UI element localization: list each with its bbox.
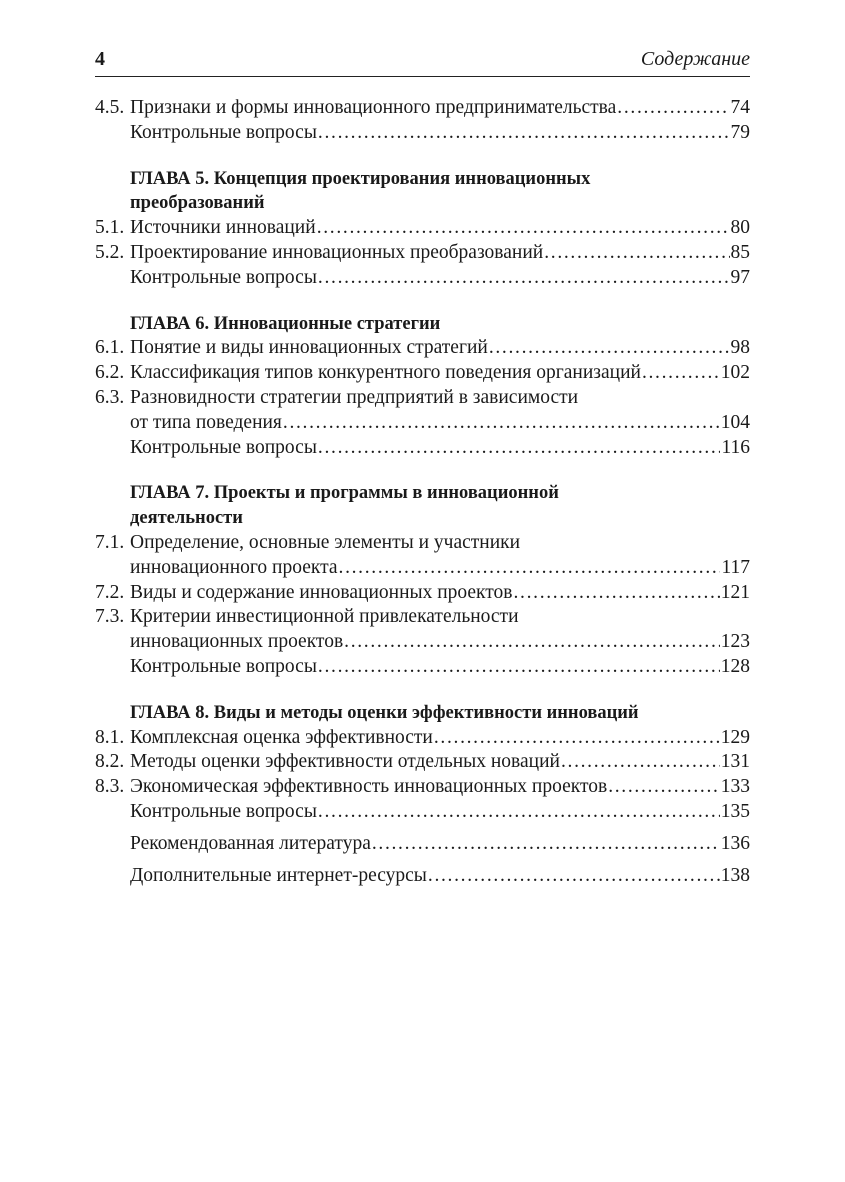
section-title: Виды и содержание инновационных проектов [130, 581, 513, 603]
page-header [95, 46, 750, 77]
toc-entry[interactable] [95, 96, 750, 121]
dot-leader [642, 361, 720, 386]
page-ref: 129 [720, 726, 750, 748]
toc-entry[interactable] [95, 800, 750, 825]
toc-entry-cont[interactable] [95, 556, 750, 581]
page-ref: 116 [721, 436, 750, 458]
page-ref: 85 [730, 241, 750, 263]
toc-entry[interactable] [95, 775, 750, 800]
page-ref: 121 [720, 581, 750, 603]
page-ref: 128 [720, 655, 750, 677]
page-ref: 74 [730, 97, 750, 118]
chapter-title: ГЛАВА 7. Проекты и программы в инновационной [130, 483, 559, 504]
section-title: Проектирование инновационных преобразований [130, 241, 544, 263]
chapter-heading-cont [95, 506, 750, 531]
toc-entry[interactable] [95, 605, 750, 630]
section-title: Классификация типов конкурентного поведения организаций [130, 362, 641, 384]
section-title: Понятие и виды инновационных стратегий [130, 337, 488, 359]
chapter-heading[interactable] [95, 701, 750, 726]
page-ref: 117 [721, 556, 750, 578]
chapter-heading[interactable] [95, 312, 750, 337]
section-title: Методы оценки эффективности отдельных новаций [130, 751, 560, 773]
dot-leader [561, 750, 720, 775]
section-title: Источники инноваций [130, 217, 316, 239]
dot-leader [372, 832, 720, 857]
section-title-line: Разновидности стратегии предприятий в зависимости [130, 386, 579, 408]
page-ref: 79 [730, 121, 750, 143]
section-number: 6.3. [95, 386, 125, 408]
page-ref: 131 [720, 751, 750, 773]
toc-entry[interactable] [95, 832, 750, 857]
dot-leader [514, 581, 720, 606]
toc-entry[interactable] [95, 750, 750, 775]
section-number: 7.2. [95, 581, 125, 603]
chapter-title: деятельности [130, 508, 243, 529]
toc-entry[interactable] [95, 266, 750, 291]
toc-entry[interactable] [95, 361, 750, 386]
section-title: Дополнительные интернет-ресурсы [130, 864, 427, 886]
section-title: Контрольные вопросы [130, 436, 317, 458]
section-title: Рекомендованная литература [130, 832, 371, 854]
toc-entry[interactable] [95, 216, 750, 241]
section-title: Контрольные вопросы [130, 121, 317, 143]
running-title: Содержание [640, 48, 750, 70]
dot-leader [489, 336, 730, 361]
section-title: инновационного проекта [130, 556, 338, 578]
chapter-title: ГЛАВА 5. Концепция проектирования инновационных [130, 168, 591, 189]
dot-leader [318, 655, 720, 680]
toc-entry[interactable] [95, 531, 750, 556]
chapter-title: ГЛАВА 6. Инновационные стратегии [130, 313, 441, 334]
page-ref: 98 [730, 337, 750, 359]
dot-leader [339, 556, 721, 581]
section-title: Комплексная оценка эффективности [130, 726, 433, 748]
section-number: 5.2. [95, 241, 125, 263]
section-number: 5.1. [95, 217, 125, 239]
toc-entry[interactable] [95, 726, 750, 751]
dot-leader [318, 121, 730, 146]
page-ref: 104 [720, 411, 750, 433]
toc-entry[interactable] [95, 121, 750, 146]
page-number: 4 [95, 48, 105, 70]
chapter-heading[interactable] [95, 481, 750, 506]
dot-leader [544, 241, 729, 266]
dot-leader [434, 726, 720, 751]
toc-entry[interactable] [95, 581, 750, 606]
section-title: Контрольные вопросы [130, 266, 317, 288]
toc-entry[interactable] [95, 436, 750, 461]
section-number: 6.2. [95, 362, 125, 384]
dot-leader [608, 775, 720, 800]
chapter-title: преобразований [130, 193, 265, 214]
toc-entry[interactable] [95, 336, 750, 361]
table-of-contents [95, 96, 750, 888]
section-title: Признаки и формы инновационного предпринимательства [130, 97, 617, 118]
toc-entry[interactable] [95, 241, 750, 266]
section-title: Контрольные вопросы [130, 655, 317, 677]
section-number: 8.3. [95, 776, 125, 798]
page-ref: 135 [720, 800, 750, 822]
section-title: Контрольные вопросы [130, 800, 317, 822]
section-title: Экономическая эффективность инновационных проектов [130, 776, 608, 798]
section-title-line: Определение, основные элементы и участники [130, 531, 521, 553]
section-number: 6.1. [95, 337, 125, 359]
dot-leader [344, 630, 720, 655]
page-ref: 123 [720, 631, 750, 653]
toc-entry[interactable] [95, 864, 750, 889]
toc-entry-cont[interactable] [95, 411, 750, 436]
section-number: 8.1. [95, 726, 125, 748]
chapter-heading[interactable] [95, 167, 750, 192]
page-ref: 138 [720, 864, 750, 886]
page-ref: 136 [720, 832, 750, 854]
section-number: 4.5. [95, 97, 125, 118]
chapter-title: ГЛАВА 8. Виды и методы оценки эффективности инноваций [130, 702, 639, 723]
page-ref: 80 [730, 217, 750, 239]
page-ref: 102 [720, 362, 750, 384]
dot-leader [318, 436, 721, 461]
dot-leader [283, 411, 720, 436]
dot-leader [318, 800, 720, 825]
dot-leader [318, 266, 730, 291]
page-ref: 97 [730, 266, 750, 288]
section-number: 7.1. [95, 531, 125, 553]
section-title: инновационных проектов [130, 631, 344, 653]
dot-leader [317, 216, 730, 241]
page-ref: 133 [720, 776, 750, 798]
chapter-heading-cont [95, 191, 750, 216]
section-number: 7.3. [95, 606, 125, 628]
toc-entry[interactable] [95, 386, 750, 411]
section-title: от типа поведения [130, 411, 282, 433]
dot-leader [428, 864, 720, 889]
section-number: 8.2. [95, 751, 125, 773]
section-title-line: Критерии инвестиционной привлекательности [130, 606, 519, 628]
toc-entry[interactable] [95, 655, 750, 680]
toc-entry-cont[interactable] [95, 630, 750, 655]
dot-leader [617, 96, 729, 121]
